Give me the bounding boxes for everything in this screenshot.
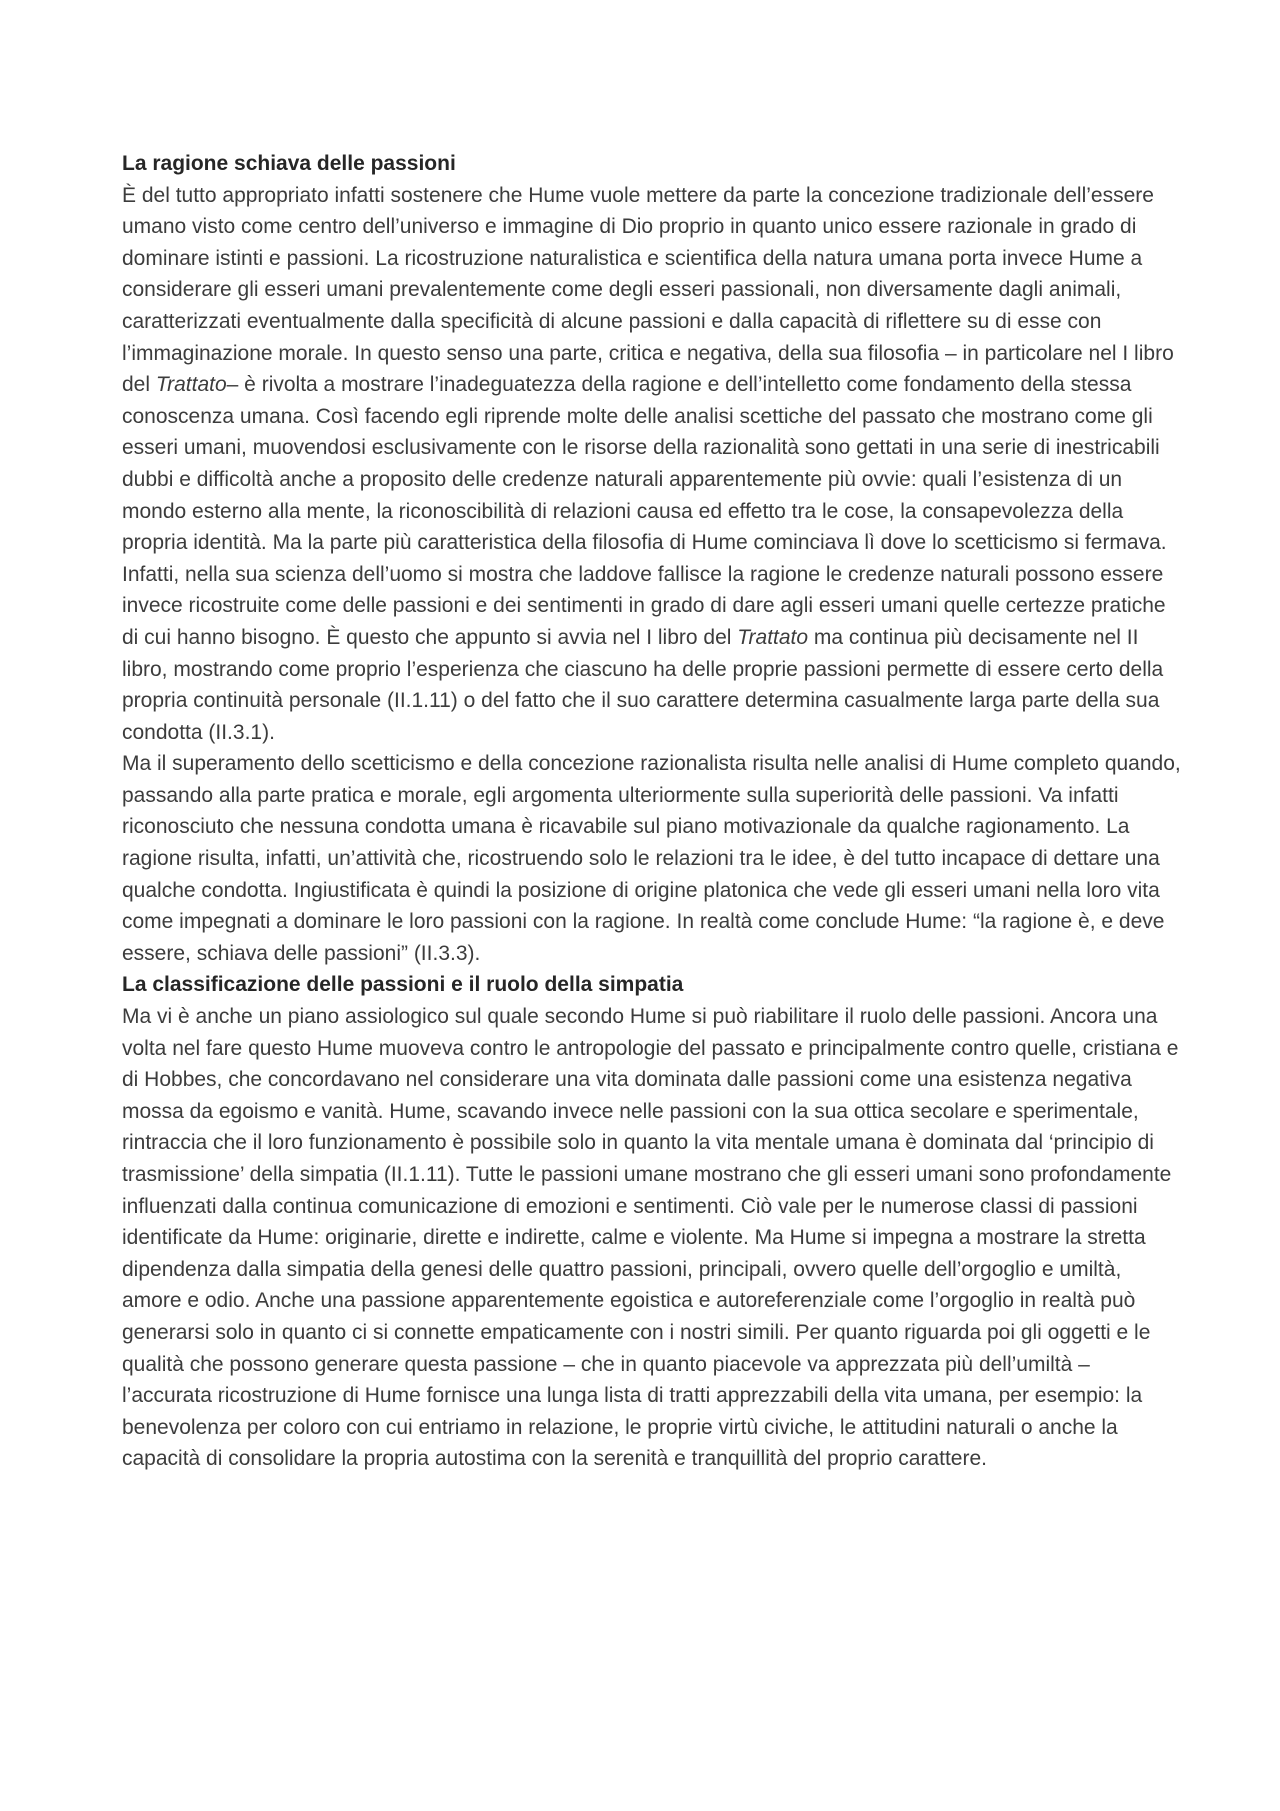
book-title-italic: Trattato: [155, 373, 227, 397]
paragraph-hume-rationality: [122, 180, 1182, 749]
paragraph-skepticism: Ma il superamento dello scetticismo e della concezione razionalista risulta nelle analisi di Hume completo quando, passando alla parte pratica e morale, egli argomenta ulteriormente sulla superiorità delle passioni. Va infatti riconosciuto che nessuna condotta umana è ricavabile sul piano motivazionale da qualche ragionamento. La ragione risulta, infatti, un’attività che, ricostruendo solo le relazioni tra le idee, è del tutto incapace di dettare una qualche condotta. Ingiustificata è quindi la posizione di origine platonica che vede gli esseri umani nella loro vita come impegnati a dominare le loro passioni con la ragione. In realtà come conclude Hume: “la ragione è, e deve essere, schiava delle passioni” (II.3.3).: [122, 752, 1181, 965]
document-page: [122, 148, 1182, 1475]
book-title-italic: Trattato: [737, 625, 809, 649]
paragraph-text: – è rivolta a mostrare l’inadeguatezza della ragione e dell’intelletto come fondamento della stessa conoscenza umana. Così facendo egli riprende molte delle analisi scettiche del passato che mostrano come gli esseri umani, muovendosi esclusivamente con le risorse della razionalità sono gettati in una serie di inestricabili dubbi e difficoltà anche a proposito delle credenze naturali apparentemente più ovvie: quali l’esistenza di un mondo esterno alla mente, la riconoscibilità di relazioni causa ed effetto tra le cose, la consapevolezza della propria identità. Ma la parte più caratteristica della filosofia di Hume cominciava lì dove lo scetticismo si fermava. Infatti, nella sua scienza dell’uomo si mostra che laddove fallisce la ragione le credenze naturali possono essere invece ricostruite come delle passioni e dei sentimenti in grado di dare agli esseri umani quelle certezze pratiche di cui hanno bisogno. È questo che appunto si avvia nel I libro del: [122, 373, 1167, 649]
section-heading-reason: La ragione schiava delle passioni: [122, 152, 456, 175]
paragraph-sympathy: Ma vi è anche un piano assiologico sul quale secondo Hume si può riabilitare il ruolo delle passioni. Ancora una volta nel fare questo Hume muoveva contro le antropologie del passato e principalmente contro quelle, cristiana e di Hobbes, che concordavano nel considerare una vita dominata dalle passioni come una esistenza negativa mossa da egoismo e vanità. Hume, scavando invece nelle passioni con la sua ottica secolare e sperimentale, rintraccia che il loro funzionamento è possibile solo in quanto la vita mentale umana è dominata dal ‘principio di trasmissione’ della simpatia (II.1.11). Tutte le passioni umane mostrano che gli esseri umani sono profondamente influenzati dalla continua comunicazione di emozioni e sentimenti. Ciò vale per le numerose classi di passioni identificate da Hume: originarie, dirette e indirette, calme e violente. Ma Hume si impegna a mostrare la stretta dipendenza dalla simpatia della genesi delle quattro passioni, principali, ovvero quelle dell’orgoglio e umiltà, amore e odio. Anche una passione apparentemente egoistica e autoreferenziale come l’orgoglio in realtà può generarsi solo in quanto ci si connette empaticamente con i nostri simili. Per quanto riguarda poi gli oggetti e le qualità che possono generare questa passione – che in quanto piacevole va apprezzata più dell’umiltà – l’accurata ricostruzione di Hume fornisce una lunga lista di tratti apprezzabili della vita umana, per esempio: la benevolenza per coloro con cui entriamo in relazione, le proprie virtù civiche, le attitudini naturali o anche la capacità di consolidare la propria autostima con la serenità e tranquillità del proprio carattere.: [122, 1005, 1179, 1471]
section-heading-classification: La classificazione delle passioni e il ruolo della simpatia: [122, 973, 684, 997]
paragraph-text: ma continua più decisamente nel II libro, mostrando come proprio l’esperienza che ciascuno ha delle proprie passioni permette di essere certo della propria continuità personale (II.1.11) o del fatto che il suo carattere determina casualmente larga parte della sua condotta (II.3.1).: [122, 625, 1164, 744]
paragraph-text: È del tutto appropriato infatti sostenere che Hume vuole mettere da parte la concezione tradizionale dell’essere umano visto come centro dell’universo e immagine di Dio proprio in quanto unico essere razionale in grado di dominare istinti e passioni. La ricostruzione naturalistica e scientifica della natura umana porta invece Hume a considerare gli esseri umani prevalentemente come degli esseri passionali, non diversamente dagli animali, caratterizzati eventualmente dalla specificità di alcune passioni e dalla capacità di riflettere su di esse con l’immaginazione morale. In questo senso una parte, critica e negativa, della sua filosofia – in particolare nel I libro del: [122, 183, 1174, 397]
